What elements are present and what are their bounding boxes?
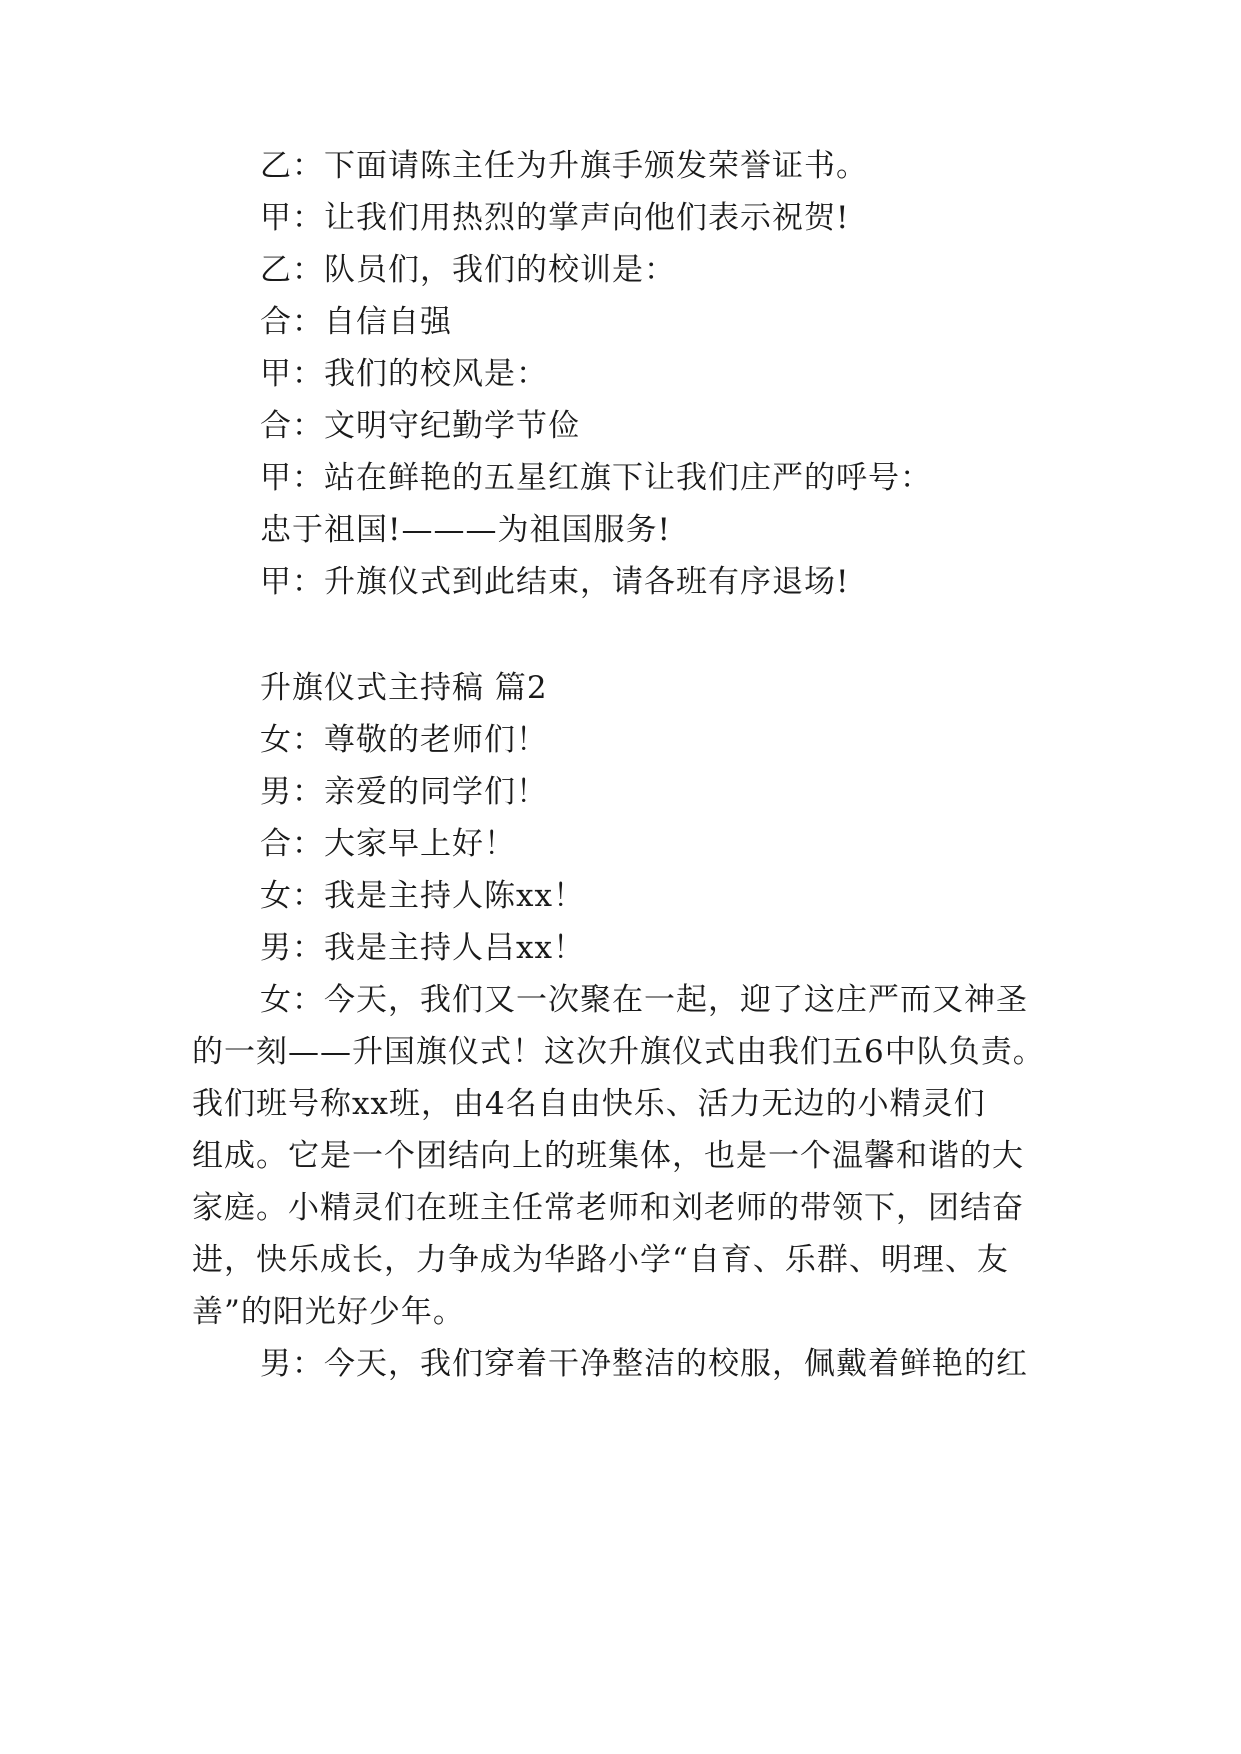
paragraph-line: 组成。它是一个团结向上的班集体，也是一个温馨和谐的大 — [192, 1138, 1024, 1174]
text-line: 甲：站在鲜艳的五星红旗下让我们庄严的呼号： — [260, 460, 932, 496]
paragraph-line: 女：今天，我们又一次聚在一起，迎了这庄严而又神圣 — [260, 982, 1028, 1018]
paragraph-line: 的一刻——升国旗仪式！这次升旗仪式由我们五6中队负责。 — [192, 1034, 1045, 1070]
paragraph-line: 家庭。小精灵们在班主任常老师和刘老师的带领下，团结奋 — [192, 1190, 1024, 1226]
text-line: 乙：队员们，我们的校训是： — [260, 252, 676, 288]
text-line: 女：我是主持人陈xx！ — [260, 878, 585, 914]
text-line: 甲：我们的校风是： — [260, 356, 548, 392]
text-line: 合：大家早上好！ — [260, 826, 516, 862]
text-line: 合：文明守纪勤学节俭 — [260, 408, 580, 444]
text-line: 甲：让我们用热烈的掌声向他们表示祝贺! — [260, 200, 850, 236]
text-line: 女：尊敬的老师们！ — [260, 722, 548, 758]
paragraph-line: 善”的阳光好少年。 — [192, 1294, 465, 1330]
text-line: 男：我是主持人吕xx！ — [260, 930, 585, 966]
text-line: 男：今天，我们穿着干净整洁的校服，佩戴着鲜艳的红 — [260, 1346, 1028, 1382]
text-line: 合：自信自强 — [260, 304, 452, 340]
text-line: 甲：升旗仪式到此结束，请各班有序退场! — [260, 564, 850, 600]
section-heading: 升旗仪式主持稿 篇2 — [260, 670, 548, 706]
paragraph-line: 进，快乐成长，力争成为华路小学“自育、乐群、明理、友 — [192, 1242, 1009, 1278]
paragraph-line: 我们班号称xx班，由4名自由快乐、活力无边的小精灵们 — [192, 1086, 986, 1122]
text-line: 男：亲爱的同学们！ — [260, 774, 548, 810]
text-line: 忠于祖国!———为祖国服务! — [260, 512, 671, 548]
text-line: 乙：下面请陈主任为升旗手颁发荣誉证书。 — [260, 148, 868, 184]
